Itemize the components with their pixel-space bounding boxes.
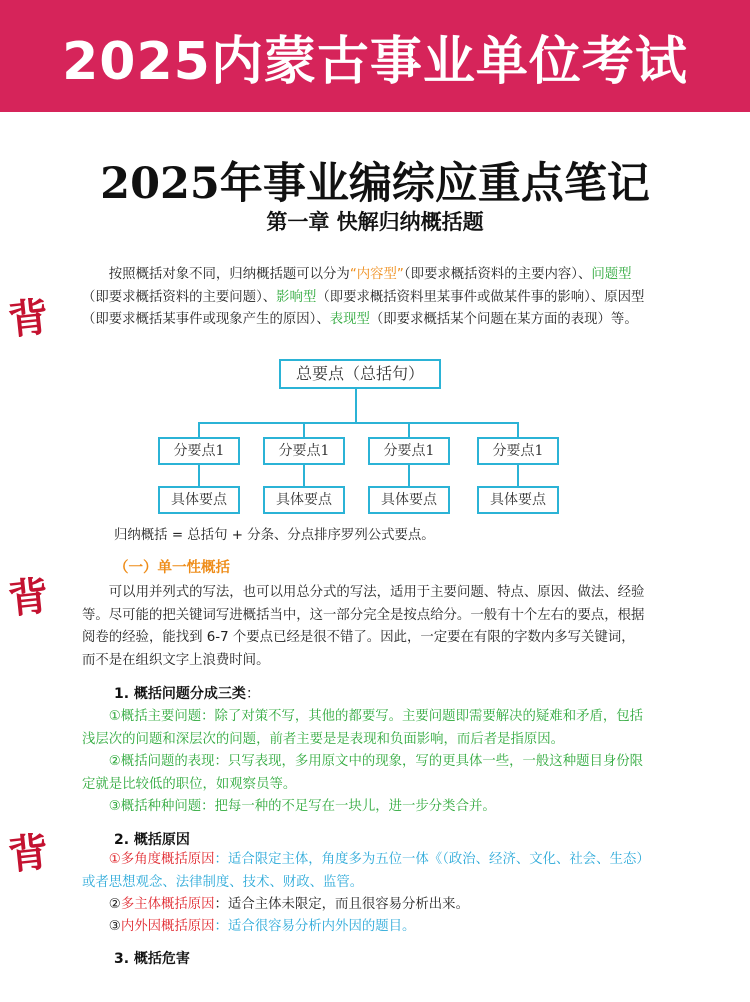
connector (198, 422, 518, 424)
header-banner (0, 0, 750, 112)
memorize-stamp-1: 背 (5, 293, 51, 345)
connector (408, 422, 410, 438)
memorize-stamp-3: 背 (5, 828, 51, 880)
intro-text: （即要求概括某个问题在某方面的表现）等。 (369, 312, 638, 327)
connector (355, 389, 357, 423)
part2-heading: 2. 概括原因 (114, 832, 190, 848)
connector (408, 465, 410, 487)
part2-item-2 (82, 894, 646, 917)
diagram-bottom-box: 具体要点 (263, 486, 345, 514)
intro-text: （即要求概括资料里某事件或做某件事的影响）、原因型（即要求概括某事件或现象产生的原因）、 (82, 289, 645, 327)
type-problem: 问题型 (591, 267, 632, 282)
intro-text: 按照概括对象不同，归纳概括题可以分为 (108, 267, 350, 282)
part2-item-3 (82, 916, 646, 939)
part1-heading (114, 683, 260, 703)
diagram-top-box: 总要点（总括句） (279, 359, 441, 389)
item-text: ：适合很容易分析内外因的题目。 (214, 919, 416, 934)
connector (517, 422, 519, 438)
section-body: 可以用并列式的写法，也可以用总分式的写法，适用于主要问题、特点、原因、做法、经验等。尽可能的把关键词写进概括当中，这一部分完全是按点给分。一般有十个左右的要点，根据阅卷的经验，能找到 6-7 个要点已经是很不错了。因此，一定要在有限的字数内多写关键词，而不是在组织文字上浪费时间。 (82, 585, 645, 668)
item-label: 多主体概括原因 (120, 897, 215, 912)
intro-paragraph (82, 264, 646, 332)
part1-item-2: ②概括问题的表现：只写表现，多用原文中的现象，写的更具体一些，一般这种题目身份限定就是比较低的职位，如观察员等。 (82, 754, 644, 792)
connector (517, 465, 519, 487)
diagram-bottom-box: 具体要点 (158, 486, 240, 514)
type-content: “内容型” (349, 267, 404, 282)
item-number: ③ (108, 919, 121, 934)
diagram-mid-box: 分要点1 (368, 437, 450, 465)
connector (198, 465, 200, 487)
item-number: ② (108, 897, 121, 912)
connector (198, 422, 200, 438)
item-text: ：适合主体未限定，而且很容易分析出来。 (214, 897, 469, 912)
type-manifestation: 表现型 (329, 312, 370, 327)
diagram-mid-box: 分要点1 (263, 437, 345, 465)
diagram-mid-box: 分要点1 (158, 437, 240, 465)
colon: ： (245, 686, 260, 702)
diagram-bottom-box: 具体要点 (368, 486, 450, 514)
part1-heading-text: 1. 概括问题分成三类 (114, 686, 246, 702)
item-text: ：适合限定主体，角度多为五位一体《（政治、经济、文化、社会、生态）或者思想观念、法律制度、技术、财政、监管。 (82, 852, 644, 890)
memorize-stamp-2: 背 (5, 572, 51, 624)
chapter-subtitle: 第一章 快解归纳概括题 (266, 210, 484, 234)
part3-heading: 3. 概括危害 (114, 951, 190, 967)
part1-item-3: ③概括种种问题：把每一种的不足写在一块儿，进一步分类合并。 (108, 799, 496, 814)
intro-text: （即要求概括资料的主要问题）、 (82, 289, 277, 305)
diagram-mid-box: 分要点1 (477, 437, 559, 465)
intro-text: （即要求概括资料的主要内容）、 (403, 267, 592, 282)
part1-item-1: ①概括主要问题：除了对策不写，其他的都要写。主要问题即需要解决的疑难和矛盾，包括浅层次的问题和深层次的问题，前者主要是是表现和负面影响，而后者是指原因。 (82, 709, 644, 747)
connector (303, 465, 305, 487)
document-title: 2025年事业编综应重点笔记 (100, 159, 650, 209)
diagram-bottom-box: 具体要点 (477, 486, 559, 514)
item-label: 内外因概括原因 (120, 919, 215, 934)
type-impact: 影响型 (276, 289, 317, 305)
banner-title: 2025内蒙古事业单位考试 (62, 31, 688, 92)
section-heading: （一）单一性概括 (114, 560, 230, 576)
item-label: ①多角度概括原因 (108, 852, 215, 867)
connector (303, 422, 305, 438)
part2-item-1 (82, 849, 646, 894)
formula-text: 归纳概括 = 总括句 + 分条、分点排序罗列公式要点。 (114, 528, 435, 543)
